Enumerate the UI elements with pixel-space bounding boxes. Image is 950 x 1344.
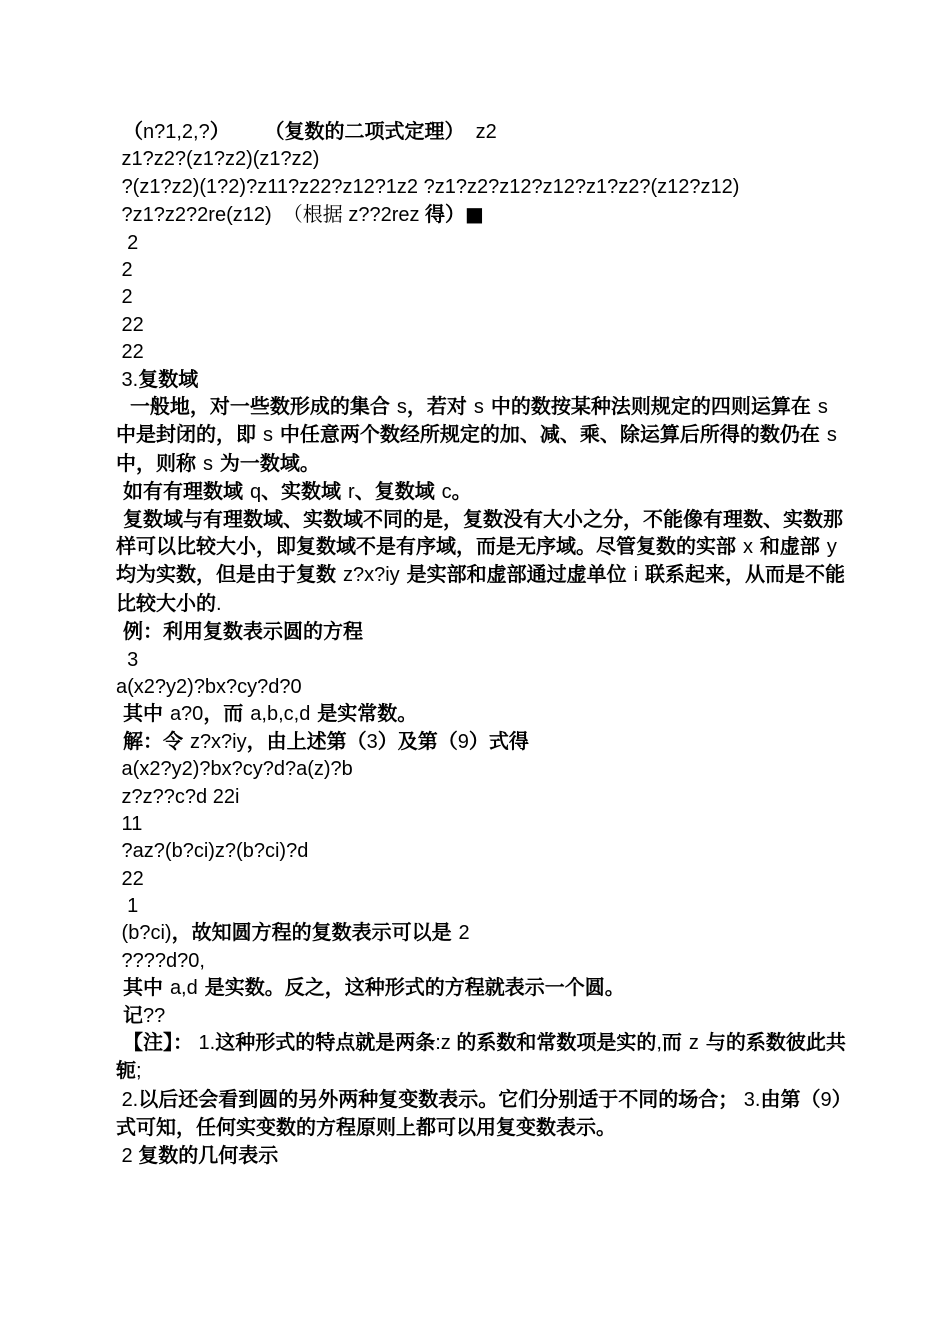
text-line [116, 283, 846, 310]
text-line [116, 118, 846, 145]
text-line [116, 478, 846, 505]
text-segment: i [633, 564, 639, 587]
text-line [116, 646, 846, 673]
document-body [116, 118, 846, 1169]
text-segment: 11 [116, 812, 143, 835]
text-segment: ，由上述第（ [246, 728, 367, 753]
text-line [116, 618, 846, 645]
text-segment: 以后还会看到圆的另外两种复变数表示。它们分别适于不同的场合； [138, 1086, 739, 1111]
text-line [116, 506, 846, 619]
text-segment: 解：令 [116, 728, 190, 753]
text-segment: 记 [116, 1002, 143, 1027]
text-line [116, 810, 846, 837]
text-line [116, 1002, 846, 1029]
text-segment: 得）■ [425, 202, 484, 227]
text-segment: y [826, 535, 837, 558]
text-segment: ） （复数的二项式定理） [209, 119, 465, 143]
text-segment: 是实部和虚部通过虚单位 [399, 562, 634, 587]
text-line [116, 229, 846, 256]
text-line [116, 393, 846, 478]
text-segment: (b?ci) [116, 922, 172, 945]
text-segment: ; [136, 1060, 142, 1083]
text-segment: 是实常数。 [310, 701, 418, 726]
text-segment: 的系数和常数项是实的 [456, 1030, 657, 1055]
text-segment: 由第（ [760, 1086, 821, 1111]
text-line [116, 700, 846, 727]
text-segment: s [396, 395, 407, 418]
text-segment: 一般地，对一些数形成的集合 [116, 393, 397, 418]
text-segment: n?1,2,? [142, 121, 210, 143]
text-segment: ?(z1?z2)(1?2)?z11?z22?z12?1z2 ?z1?z2?z12?z12?z1?z2?(z12?z12) [116, 175, 740, 198]
text-segment: s [817, 395, 828, 418]
text-segment: 与的系数彼此共轭 [116, 1030, 846, 1083]
text-line [116, 837, 846, 864]
text-segment: ）及第（ [377, 728, 458, 753]
text-line [116, 974, 846, 1001]
text-segment: 中是封闭的，即 [116, 393, 835, 447]
text-line [116, 1029, 846, 1086]
text-segment: 中任意两个数经所规定的加、减、乘、除运算后所得的数仍在 [272, 422, 827, 447]
text-segment: 这种形式的特点就是两条 [215, 1030, 436, 1055]
text-segment: 3. [738, 1088, 761, 1111]
text-segment: 【注】： [116, 1030, 193, 1055]
text-line [116, 256, 846, 283]
text-segment: ）式得 [468, 728, 529, 753]
text-line [116, 1142, 846, 1169]
text-segment: 为一数域。 [212, 450, 320, 475]
text-segment: 3 [116, 648, 139, 671]
text-line [116, 338, 846, 365]
text-segment: . [216, 592, 222, 615]
text-line [116, 1086, 846, 1142]
text-segment: 联系起来，从而是不能比较大小的 [116, 562, 846, 615]
text-segment: 3 [366, 730, 378, 753]
text-segment: q [249, 481, 262, 504]
text-segment: 2 [116, 231, 139, 254]
text-segment: 2 [116, 1144, 139, 1167]
text-segment: a?0 [169, 703, 204, 726]
text-segment: z [688, 1032, 699, 1055]
text-segment: a,b,c,d [250, 703, 311, 726]
text-segment: c [441, 481, 452, 504]
text-segment: 中的数按某种法则规定的四则运算在 [483, 393, 818, 418]
text-segment: 2 [116, 286, 133, 309]
text-segment: z2 [464, 121, 497, 143]
text-segment: ，若对 [406, 393, 474, 418]
text-segment: 、实数域 [261, 479, 349, 504]
text-segment: 复数域 [138, 366, 199, 391]
text-segment: ?az?(b?ci)z?(b?ci)?d [116, 840, 309, 863]
text-line [116, 366, 846, 393]
text-segment: 2 [458, 922, 470, 945]
text-line [116, 145, 846, 172]
text-segment: r [348, 481, 355, 504]
text-line [116, 919, 846, 946]
text-line [116, 947, 846, 974]
text-segment: a,d [169, 977, 198, 1000]
text-segment: 而 [661, 1030, 689, 1055]
text-segment: （ [116, 119, 143, 143]
text-segment: 如有有理数域 [116, 479, 250, 504]
text-segment: 22 [116, 341, 144, 364]
text-segment: ?z1?z2?2re(z12) （根据 [116, 204, 343, 227]
text-segment: 1. [192, 1032, 216, 1055]
text-segment: 22 [116, 867, 144, 890]
text-segment: s [473, 395, 484, 418]
text-line [116, 728, 846, 755]
text-segment: z?x?iy [342, 564, 400, 587]
text-segment: z??2rez [342, 204, 426, 227]
text-line [116, 865, 846, 892]
text-segment: s [202, 452, 213, 475]
text-segment: 9 [457, 730, 469, 753]
text-line [116, 892, 846, 919]
text-line [116, 173, 846, 201]
text-segment: ）式可知，任何实变数的方程原则上都可以用复变数表示。 [116, 1086, 842, 1140]
text-segment: z1?z2?(z1?z2)(z1?z2) [116, 148, 320, 171]
text-segment: ，故知圆方程的复数表示可以是 [171, 920, 459, 945]
text-segment: :z [435, 1032, 457, 1055]
text-segment: 、复数域 [354, 479, 442, 504]
text-segment: 其中 [116, 975, 170, 1000]
text-segment: 2. [116, 1088, 139, 1111]
text-segment: 9 [820, 1088, 832, 1111]
text-segment: 均为实数，但是由于复数 [116, 533, 844, 587]
text-segment: 22 [116, 313, 144, 336]
text-segment: , [656, 1032, 662, 1055]
text-segment: 2 [116, 258, 133, 281]
text-segment: a(x2?y2)?bx?cy?d?a(z)?b [116, 758, 353, 781]
text-line [116, 783, 846, 810]
text-segment: z?z??c?d 22i [116, 785, 240, 808]
text-line [116, 311, 846, 338]
text-line [116, 755, 846, 782]
text-segment: 其中 [116, 701, 170, 726]
text-line [116, 201, 846, 228]
text-segment: 中，则称 [116, 422, 844, 475]
text-segment: 复数的几何表示 [138, 1142, 279, 1167]
text-segment: x [742, 535, 753, 558]
text-segment: ????d?0, [116, 949, 205, 972]
text-segment: a(x2?y2)?bx?cy?d?0 [116, 675, 302, 698]
text-segment: 例：利用复数表示圆的方程 [116, 619, 363, 644]
text-segment: s [262, 424, 273, 447]
text-segment: 3. [116, 368, 139, 391]
text-segment: 。 [451, 479, 472, 504]
text-segment: 复数域与有理数域、实数域不同的是，复数没有大小之分，不能像有理数、实数那样可以比较大小，即复数域不是有序域，而是无序域。尽管复数的实部 [116, 506, 843, 558]
text-segment: s [826, 424, 837, 447]
text-segment: 1 [116, 895, 139, 918]
text-segment: z?x?iy [189, 730, 247, 753]
text-segment: ?? [142, 1004, 166, 1027]
text-segment: 和虚部 [752, 533, 827, 558]
text-line [116, 673, 846, 700]
text-segment: ，而 [203, 701, 251, 726]
text-segment: 是实数。反之，这种形式的方程就表示一个圆。 [197, 975, 625, 1000]
